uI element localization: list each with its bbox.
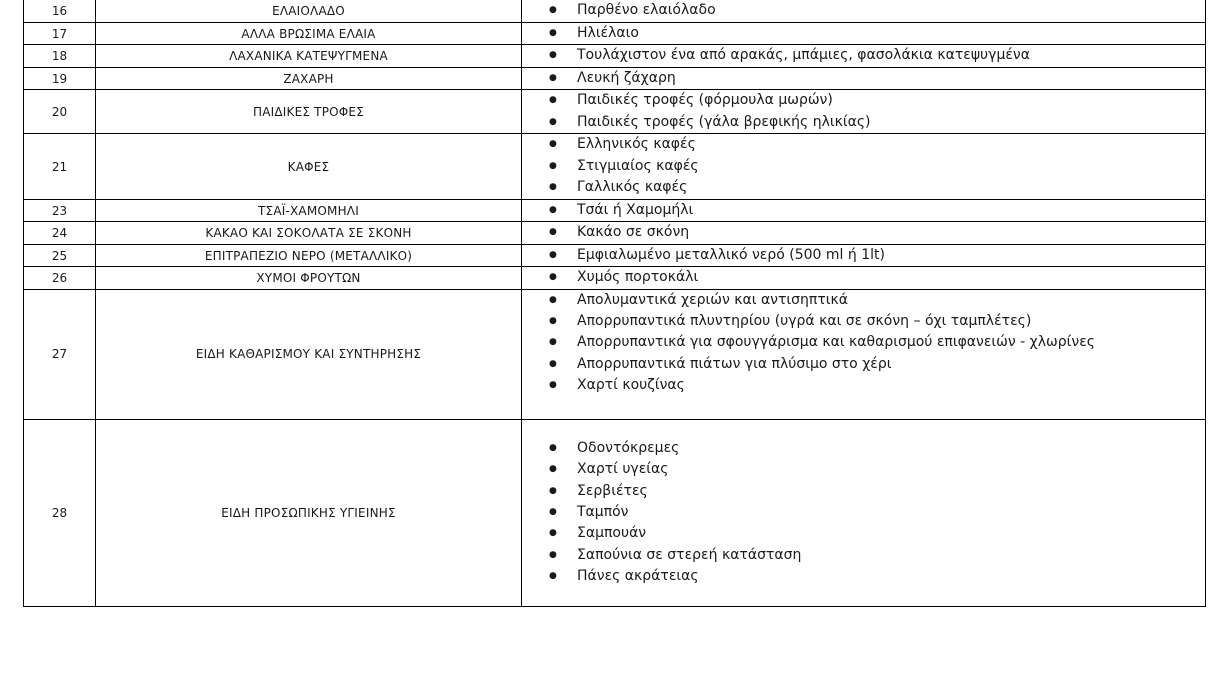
list-item: ● Λευκή ζάχαρη	[522, 68, 1195, 89]
row-number: 17	[24, 23, 96, 45]
category-name: ΑΛΛΑ ΒΡΩΣΙΜΑ ΕΛΑΙΑ	[96, 23, 522, 45]
list-item: ● Ηλιέλαιο	[522, 23, 1195, 44]
list-item: ● Παρθένο ελαιόλαδο	[522, 0, 1195, 21]
category-name: ΕΛΑΙΟΛΑΔΟ	[96, 0, 522, 23]
item-list	[522, 267, 1195, 288]
items-cell	[522, 67, 1206, 89]
category-name: ΠΑΙΔΙΚΕΣ ΤΡΟΦΕΣ	[96, 90, 522, 134]
category-name: ΕΙΔΗ ΠΡΟΣΩΠΙΚΗΣ ΥΓΙΕΙΝΗΣ	[96, 419, 522, 606]
table-row	[24, 134, 1206, 200]
category-name: ΚΑΚΑΟ ΚΑΙ ΣΟΚΟΛΑΤΑ ΣΕ ΣΚΟΝΗ	[96, 222, 522, 244]
row-number: 25	[24, 244, 96, 266]
list-item: ● Ταμπόν	[522, 502, 1195, 523]
row-number: 26	[24, 267, 96, 289]
table-row	[24, 244, 1206, 266]
table-row	[24, 67, 1206, 89]
items-cell	[522, 222, 1206, 244]
item-list	[522, 290, 1195, 397]
category-name: ΤΣΑΪ-ΧΑΜΟΜΗΛΙ	[96, 200, 522, 222]
list-item: ● Σαπούνια σε στερεή κατάσταση	[522, 545, 1195, 566]
table-row	[24, 289, 1206, 419]
list-item: ● Εμφιαλωμένο μεταλλικό νερό (500 ml ή 1lt)	[522, 245, 1195, 266]
table-row	[24, 45, 1206, 67]
list-item: ● Παιδικές τροφές (φόρμουλα μωρών)	[522, 90, 1195, 111]
list-item: ● Σερβιέτες	[522, 481, 1195, 502]
list-item: ● Απορρυπαντικά πλυντηρίου (υγρά και σε σκόνη – όχι ταμπλέτες)	[522, 311, 1195, 332]
items-cell	[522, 0, 1206, 23]
row-number: 20	[24, 90, 96, 134]
items-cell	[522, 267, 1206, 289]
table-row	[24, 90, 1206, 134]
item-list	[522, 90, 1195, 133]
row-number: 16	[24, 0, 96, 23]
list-item: ● Ελληνικός καφές	[522, 134, 1195, 155]
item-list	[522, 222, 1195, 243]
category-name: ΚΑΦΕΣ	[96, 134, 522, 200]
item-list	[522, 245, 1195, 266]
item-list	[522, 134, 1195, 198]
table-row	[24, 23, 1206, 45]
row-number: 21	[24, 134, 96, 200]
list-item: ● Απολυμαντικά χεριών και αντισηπτικά	[522, 290, 1195, 311]
list-item: ● Απορρυπαντικά πιάτων για πλύσιμο στο χέρι	[522, 354, 1195, 375]
items-cell	[522, 134, 1206, 200]
row-number: 24	[24, 222, 96, 244]
items-cell	[522, 200, 1206, 222]
row-number: 28	[24, 419, 96, 606]
row-number: 27	[24, 289, 96, 419]
list-item: ● Χυμός πορτοκάλι	[522, 267, 1195, 288]
list-item: ● Πάνες ακράτειας	[522, 566, 1195, 587]
list-item: ● Γαλλικός καφές	[522, 177, 1195, 198]
row-number: 23	[24, 200, 96, 222]
items-cell	[522, 90, 1206, 134]
list-item: ● Κακάο σε σκόνη	[522, 222, 1195, 243]
products-table	[23, 0, 1206, 607]
category-name: ΕΙΔΗ ΚΑΘΑΡΙΣΜΟΥ ΚΑΙ ΣΥΝΤΗΡΗΣΗΣ	[96, 289, 522, 419]
row-number: 19	[24, 67, 96, 89]
items-cell	[522, 45, 1206, 67]
list-item: ● Στιγμιαίος καφές	[522, 156, 1195, 177]
items-cell	[522, 419, 1206, 606]
item-list	[522, 68, 1195, 89]
items-cell	[522, 289, 1206, 419]
category-name: ΖΑΧΑΡΗ	[96, 67, 522, 89]
items-cell	[522, 244, 1206, 266]
item-list	[522, 23, 1195, 44]
list-item: ● Απορρυπαντικά για σφουγγάρισμα και καθαρισμού επιφανειών - χλωρίνες	[522, 332, 1195, 353]
item-list	[522, 200, 1195, 221]
list-item: ● Τσάι ή Χαμομήλι	[522, 200, 1195, 221]
products-table-body	[24, 0, 1206, 606]
table-row	[24, 0, 1206, 23]
table-row	[24, 200, 1206, 222]
list-item: ● Οδοντόκρεμες	[522, 438, 1195, 459]
list-item: ● Χαρτί υγείας	[522, 459, 1195, 480]
table-row	[24, 267, 1206, 289]
category-name: ΕΠΙΤΡΑΠΕΖΙΟ ΝΕΡΟ (ΜΕΤΑΛΛΙΚΟ)	[96, 244, 522, 266]
table-row	[24, 222, 1206, 244]
item-list	[522, 0, 1195, 21]
category-name: ΛΑΧΑΝΙΚΑ ΚΑΤΕΨΥΓΜΕΝΑ	[96, 45, 522, 67]
list-item: ● Σαμπουάν	[522, 523, 1195, 544]
category-name: ΧΥΜΟΙ ΦΡΟΥΤΩΝ	[96, 267, 522, 289]
row-number: 18	[24, 45, 96, 67]
table-row	[24, 419, 1206, 606]
item-list	[522, 438, 1195, 588]
list-item: ● Τουλάχιστον ένα από αρακάς, μπάμιες, φασολάκια κατεψυγμένα	[522, 45, 1195, 66]
items-cell	[522, 23, 1206, 45]
list-item: ● Παιδικές τροφές (γάλα βρεφικής ηλικίας)	[522, 112, 1195, 133]
list-item: ● Χαρτί κουζίνας	[522, 375, 1195, 396]
item-list	[522, 45, 1195, 66]
